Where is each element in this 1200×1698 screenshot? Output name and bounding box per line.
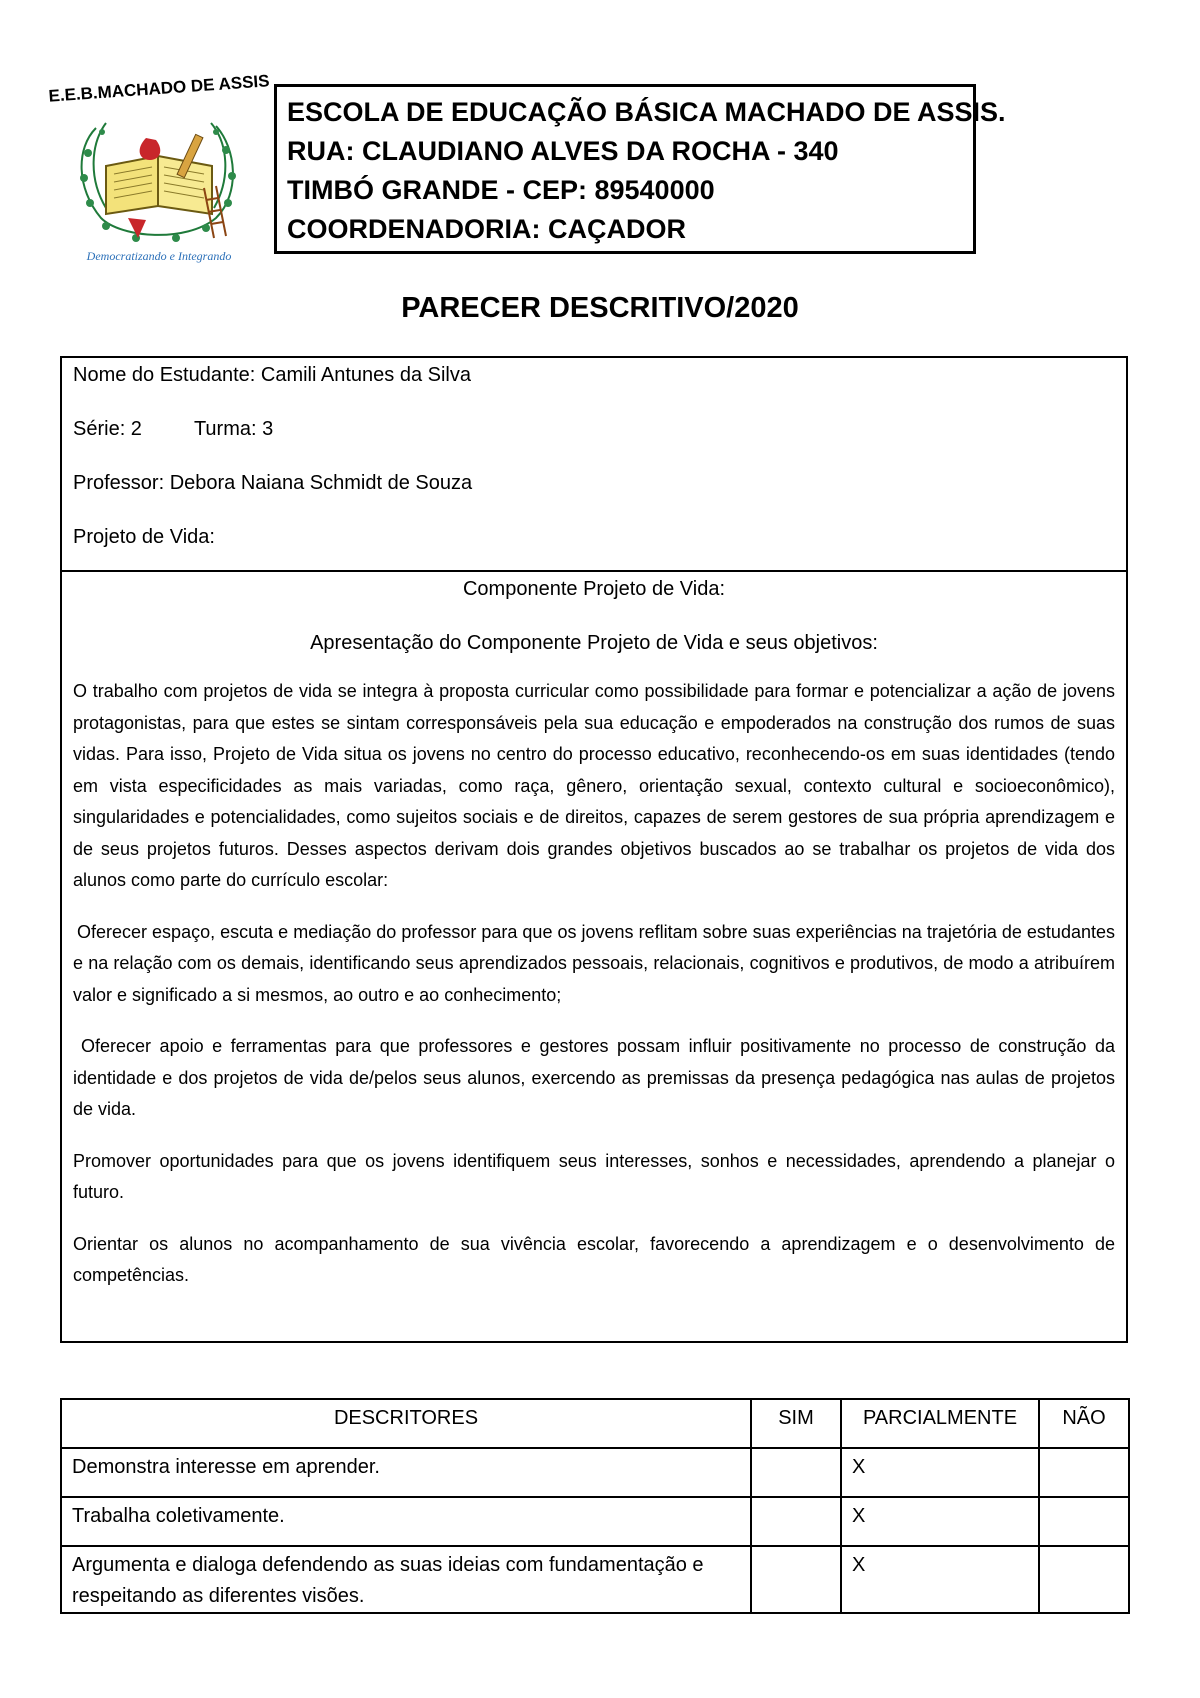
component-paragraph: Promover oportunidades para que os jovens identifiquem seus interesses, sonhos e necessidades, aprendendo a planejar o futuro. [73,1150,1115,1202]
cell-sim [751,1448,841,1497]
component-description-box [60,570,1128,1343]
life-project-label: Projeto de Vida: [73,526,215,548]
header-sim: SIM [751,1399,841,1448]
table-row [61,1546,1129,1613]
component-paragraph: O trabalho com projetos de vida se integra à proposta curricular como possibilidade para formar e potencializar a ação de jovens protagonistas, para que estes se sintam corresponsáveis pela sua educação e empoderados na construção dos rumos de suas vidas. Para isso, Projeto de Vida situa os jovens no centro do processo educativo, reconhecendo-os em suas identidades (tendo em vista especificidades as mais variadas, como raça, gênero, orientação sexual, contexto cultural e socioeconômico), singularidades e potencialidades, como sujeitos sociais e de direitos, capazes de serem gestores de sua própria aprendizagem e de seus projetos futuros. Desses aspectos derivam dois grandes objetivos buscados ao se trabalhar os projetos de vida dos alunos como parte do currículo escolar: [73,681,1115,890]
book-with-vines-logo-icon [47,68,271,264]
cell-nao [1039,1448,1129,1497]
class-line [73,416,1115,470]
descriptors-table [60,1398,1130,1614]
descriptor-label: Argumenta e dialoga defendendo as suas ideias com fundamentação e respeitando as diferentes visões. [61,1546,751,1613]
school-address: RUA: CLAUDIANO ALVES DA ROCHA - 340 [287,136,839,166]
page-title: PARECER DESCRITIVO/2020 [401,292,799,324]
component-subheading: Apresentação do Componente Projeto de Vida e seus objetivos: [310,632,878,654]
cell-sim [751,1546,841,1613]
teacher-name: Professor: Debora Naiana Schmidt de Souza [73,472,473,494]
component-heading: Componente Projeto de Vida: [462,578,726,600]
cell-parcialmente: X [841,1546,1039,1613]
header-parcialmente: PARCIALMENTE [841,1399,1039,1448]
logo-caption-top: E.E.B.MACHADO DE ASSIS [47,71,271,106]
school-city-cep: TIMBÓ GRANDE - CEP: 89540000 [287,175,715,205]
cell-nao [1039,1546,1129,1613]
component-paragraph: Orientar os alunos no acompanhamento de sua vivência escolar, favorecendo a aprendizagem e o desenvolvimento de competências. [73,1233,1115,1285]
header-descritores: DESCRITORES [61,1399,751,1448]
cell-nao [1039,1497,1129,1546]
table-header-row [61,1399,1129,1448]
table-row [61,1497,1129,1546]
component-paragraph: Oferecer apoio e ferramentas para que professores e gestores possam influir positivamente no processo de construção da identidade e dos projetos de vida de/pelos seus alunos, exercendo as premissas da presença pedagógica nas aulas de projetos de vida. [73,1036,1115,1119]
header-nao: NÃO [1039,1399,1129,1448]
student-name: Nome do Estudante: Camili Antunes da Silva [73,364,471,386]
school-info-box [274,84,1006,254]
logo-caption-bottom: Democratizando e Integrando [86,249,232,263]
descriptor-label: Demonstra interesse em aprender. [61,1448,751,1497]
school-name: ESCOLA DE EDUCAÇÃO BÁSICA MACHADO DE ASSIS. [287,97,1006,127]
school-logo [47,68,271,264]
cell-parcialmente: X [841,1497,1039,1546]
serie-label: Série: 2 [73,418,142,440]
student-info-box [60,356,1128,572]
table-row [61,1448,1129,1497]
school-coordination: COORDENADORIA: CAÇADOR [287,214,686,244]
cell-sim [751,1497,841,1546]
component-paragraph: Oferecer espaço, escuta e mediação do professor para que os jovens reflitam sobre suas experiências na trajetória de estudantes e na relação com os demais, identificando seus aprendizados pessoais, relacionais, cognitivos e produtivos, de modo a atribuírem valor e significado a si mesmos, ao outro e ao conhecimento; [73,921,1115,1005]
cell-parcialmente: X [841,1448,1039,1497]
descriptor-label: Trabalha coletivamente. [61,1497,751,1546]
turma-label: Turma: 3 [193,418,274,440]
